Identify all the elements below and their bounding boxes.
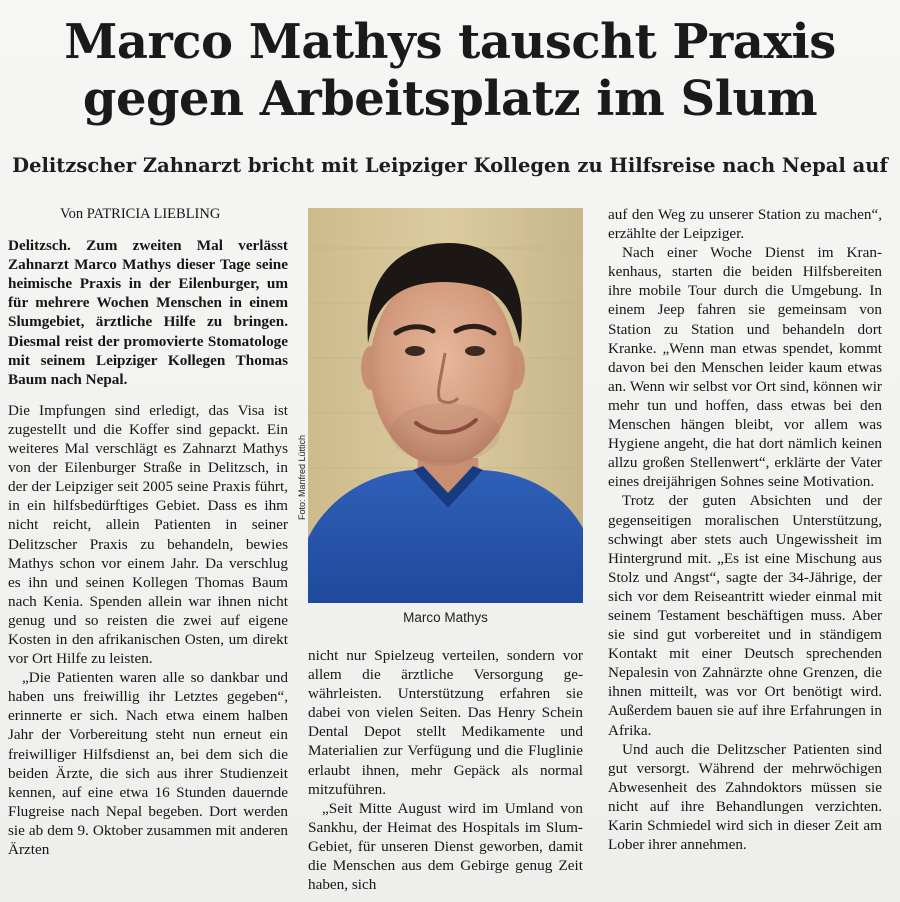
- headline-line-1: Marco Mathys tauscht Praxis: [64, 14, 836, 70]
- body-paragraph-6: Nach einer Woche Dienst im Krankenhaus, starten die beiden Hilfsbereiten ihre mobile Tour durch die Umgebung. In einem Jeep fahren sie gemeinsam von Station zu Station und behandeln dort Kranke. „Wenn man etwas spendet, kommt davon bei den Menschen leider kaum etwas an. Wenn wir selbst vor Ort sind, können wir mehr tun und hoffen, dass etwas bei den Menschen hängen bleibt, vor allem was Hygiene angeht, die hat dort nämlich keinen allzu großen Stellenwert“, erklärte der Vater eines dreijährigen Sohnes seine Motivation.: [608, 244, 882, 491]
- article-column-2: [308, 646, 583, 894]
- body-paragraph-1: Die Impfungen sind erledigt, das Visa ist zugestellt und die Koffer sind gepackt. Ein weiteres Mal verschlägt es Zahnarzt Mathys von der Eilenburger Straße in Delitzsch, in der der Leipziger seit 2005 seine Praxis führt, in ein hilfsbedürftiges Gebiet. Dass es ihm nicht reicht, allein Patienten in seiner Delitzscher Praxis zu behandeln, bewies Mathys schon vor einem Jahr. Da verschlug es ihn und seinen Kollegen Thomas Baum nach Kenia. Spenden allein war ihnen nicht genug und so reisten die zwei auf eigene Kosten in den afrikanischen Osten, um direkt vor Ort Hilfe zu leisten.: [8, 401, 288, 668]
- article-column-1: [8, 205, 288, 859]
- body-paragraph-5: auf den Weg zu unserer Station zu machen“, erzählte der Leipziger.: [608, 206, 882, 243]
- body-paragraph-7: Trotz der guten Absichten und der gegenseitigen moralischen Unterstützung, schwingt aber stets auch Ungewissheit im Hintergrund mit. „Es ist eine Mischung aus Stolz und Angst“, sagte der 34-Jährige, der sich vor dem Reiseantritt wieder einmal mit seinem Testament beschäftigen muss. Aber sie sind gut vorbereitet und in ständigem Kontakt mit einer Deutsch sprechenden Nepalesin von Zahnärzte ohne Grenzen, die ihnen mitteilt, was vor Ort benötigt wird. Außerdem bauen sie auf ihre Erfahrungen in Afrika.: [608, 492, 882, 739]
- photo-caption: Marco Mathys: [403, 610, 488, 625]
- body-paragraph-3: nicht nur Spielzeug verteilen, sondern vor allem die ärztliche Versorgung gewährleisten. Unterstützung erfahren sie dabei von vielen Seiten. Das Henry Schein Dental Depot stellt Medikamente und Materialien zur Verfügung und die Fluglinie erlaubt ihnen, mehr Gepäck als normal mitzuführen.: [308, 647, 583, 798]
- portrait-illustration: [308, 208, 583, 603]
- body-paragraph-2: „Die Patienten waren alle so dankbar und haben uns freiwillig ihr Letztes gegeben“, erinnerte er sich. Nach etwa einem halben Jahr der Vorbereitung steht nun erneut ein freiwilliger Hilfsdienst an, bei dem sich die beiden Ärzte, die sich aus ihrer Studienzeit kennen, auf eine etwa 16 Stunden dauernde Flugreise nach Nepal begeben. Dort werden sie ab dem 9. Oktober zusammen mit anderen Ärzten: [8, 669, 288, 858]
- article-column-3: [608, 205, 882, 854]
- portrait-photo: [308, 208, 583, 603]
- subheadline: Delitzscher Zahnarzt bricht mit Leipziger Kollegen zu Hilfsreise nach Nepal auf: [12, 154, 888, 177]
- headline: [0, 14, 900, 128]
- byline: Von PATRICIA LIEBLING: [60, 206, 221, 222]
- headline-line-2: gegen Arbeitsplatz im Slum: [82, 71, 818, 127]
- body-paragraph-8: Und auch die Delitzscher Patienten sind gut versorgt. Während der mehrwöchigen Abwesenheit des Zahndoktors müssen sie nicht auf ihre Behandlungen verzichten. Karin Schmiedel wird sich in dieser Zeit am Lober ihrer annehmen.: [608, 740, 882, 854]
- body-paragraph-4: „Seit Mitte August wird im Umland von Sankhu, der Heimat des Hospitals im Slum-Gebiet, für unseren Dienst geworben, damit die Menschen aus dem Gebirge genug Zeit haben, sich: [308, 799, 583, 894]
- lead-paragraph: Delitzsch. Zum zweiten Mal verlässt Zahnarzt Marco Mathys dieser Tage seine heimische Praxis in der Eilenburger, um für mehrere Wochen Menschen in einem Slumgebiet, ärztliche Hilfe zu bringen. Diesmal reist der promovierte Stomatologe mit seinem Leipziger Kollegen Thomas Baum nach Nepal.: [8, 237, 288, 388]
- photo-credit: Foto: Manfred Lüttich: [297, 434, 307, 520]
